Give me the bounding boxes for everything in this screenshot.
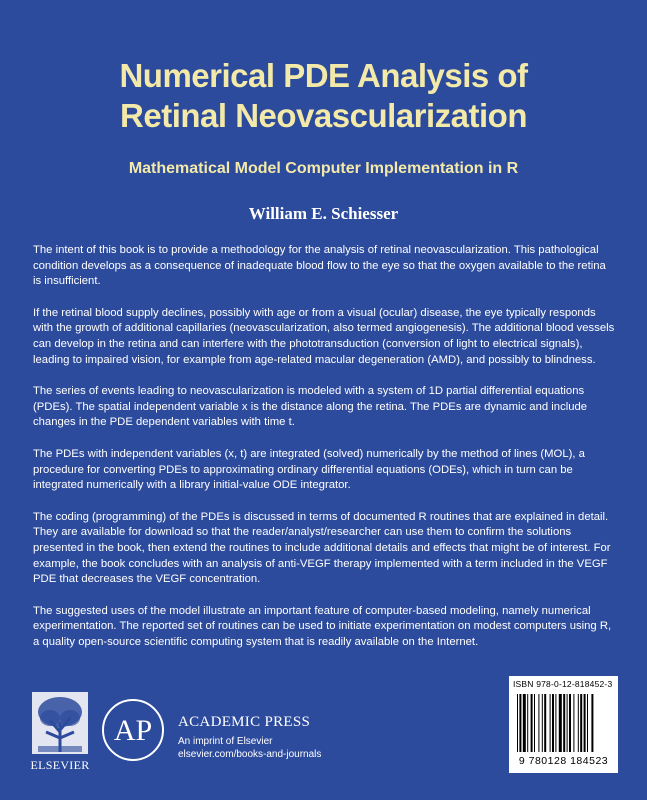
academic-press-logo-icon — [101, 698, 165, 762]
description-paragraph: The intent of this book is to provide a methodology for the analysis of retinal neovascularization. This pathological condition develops as a consequence of inadequate blood flow to the eye so that the oxygen available to the retina is insufficient. — [33, 244, 606, 288]
publisher-name: ACADEMIC PRESS — [178, 714, 311, 730]
book-subtitle: Mathematical Model Computer Implementation in R — [128, 160, 519, 177]
barcode-icon — [517, 694, 610, 754]
academic-press-block — [178, 714, 378, 760]
publisher-imprint: An imprint of Elsevier — [178, 736, 273, 747]
book-title — [0, 56, 647, 136]
description-paragraph: The series of events leading to neovascularization is modeled with a system of 1D partial differential equations (PDEs). The spatial independent variable x is the distance along the retina. The PDEs are dynamic and include changes in the PDE dependent variables with time t. — [33, 385, 588, 429]
barcode-digits: 9 780128 184523 — [518, 755, 609, 767]
barcode-block — [509, 676, 618, 773]
isbn-label: ISBN 978-0-12-818452-3 — [513, 679, 613, 689]
description-paragraph: The PDEs with independent variables (x, t) are integrated (solved) numerically by the method of lines (MOL), a procedure for converting PDEs to approximating ordinary differential equations (ODEs), which in turn can be integrated numerically with a library initial-value ODE integrator. — [33, 447, 585, 492]
description-paragraph: If the retinal blood supply declines, possibly with age or from a visual (ocular) disease, the eye typically responds with the growth of additional capillaries (neovascularization, also termed angiogenesis). The additional blood vessels can develop in the retina and can interfere with the phototransduction (conversion of light to electrical signals), leading to impaired vision, for example from age-related macular degeneration (AMD), and possibly to blindness. — [33, 306, 615, 366]
publisher-url[interactable]: elsevier.com/books-and-journals — [178, 749, 322, 760]
author-name: William E. Schiesser — [248, 204, 399, 223]
description-paragraph: The coding (programming) of the PDEs is discussed in terms of documented R routines that are explained in detail. They are available for download so that the reader/analyst/researcher can use them to confirm the solutions presented in the book, then extend the routines to include additional details and effects that might be of interest. For example, the book concludes with an analysis of anti-VEGF therapy implemented with a term included in the VEGF PDE that decreases the VEGF concentration. — [33, 510, 611, 586]
ap-monogram: AP — [113, 714, 153, 747]
elsevier-wordmark: ELSEVIER — [30, 758, 90, 772]
description-paragraph: The suggested uses of the model illustrate an important feature of computer-based modeling, namely numerical experimentation. The reported set of routines can be used to initiate experimentation on modest computers using R, a quality open-source scientific computing system that is readily available on the Internet. — [33, 604, 612, 648]
elsevier-tree-icon — [32, 692, 88, 754]
title-line-2: Retinal Neovascularization — [120, 97, 527, 134]
elsevier-logo — [28, 692, 92, 776]
title-line-1: Numerical PDE Analysis of — [119, 57, 528, 94]
book-description — [33, 243, 617, 666]
